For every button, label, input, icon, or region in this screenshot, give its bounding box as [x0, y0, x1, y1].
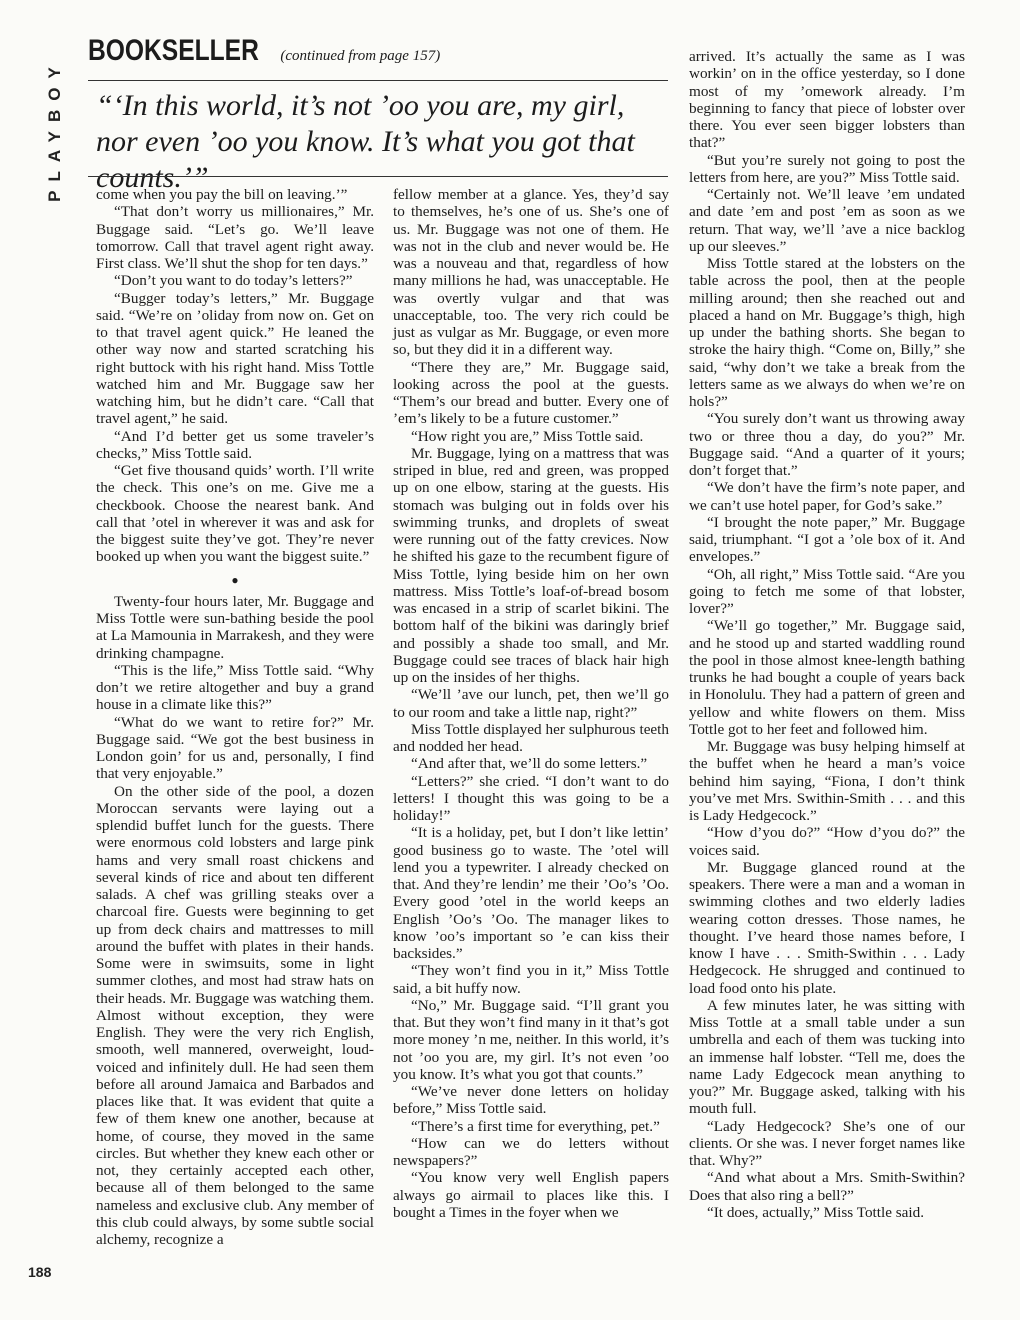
paragraph: “Oh, all right,” Miss Tottle said. “Are you going to fetch me some of that lobster, lover?” [689, 565, 965, 617]
paragraph: arrived. It’s actually the same as I was workin’ on in the office yesterday, so I done most of my ’omework already. I’m beginning to fancy that piece of lobster over there. You ever seen bigger lobsters than that?” [689, 48, 965, 152]
pull-quote: “‘In this world, it’s not ’oo you are, my girl, nor even ’oo you know. It’s what you got that counts.’” [96, 89, 635, 194]
paragraph: “We’ve never done letters on holiday before,” Miss Tottle said. [393, 1083, 669, 1118]
paragraph: “But you’re surely not going to post the letters from here, are you?” Miss Tottle said. [689, 151, 965, 186]
paragraph: “And what about a Mrs. Smith-Swithin? Does that also ring a bell?” [689, 1169, 965, 1204]
paragraph: “Lady Hedgecock? She’s one of our clients. Or she was. I never forget names like that. Why?” [689, 1117, 965, 1169]
paragraph: Mr. Buggage was busy helping himself at the buffet when he heard a man’s voice behind him saying, “Fiona, I don’t think you’ve met Mrs. Swithin-Smith . . . and this is Lady Hedgecock.” [689, 738, 965, 824]
paragraph: “Certainly not. We’ll leave ’em undated and date ’em and post ’em as soon as we return. That way, we’ll ’ave a nice backlog up our sleeves.” [689, 186, 965, 255]
paragraph: Miss Tottle stared at the lobsters on the table across the pool, then at the people milling around; then she reached out and placed a hand on Mr. Buggage’s thigh, high up under the bathing shorts. She began to stroke the hairy thigh. “Come on, Billy,” she said, “why don’t we take a break from the letters same as we always do when we’re on hols?” [689, 255, 965, 410]
paragraph: “How right you are,” Miss Tottle said. [411, 427, 644, 445]
continued-note: (continued from page 157) [280, 48, 441, 64]
paragraph: Mr. Buggage, lying on a mattress that was striped in blue, red and green, was propped up on one elbow, staring at the guests. His stomach was bulging out in folds over his swimming trunks, and droplets of sweat were running out of the fatty crevices. Now he shifted his gaze to the recumbent figure of Miss Tottle, lying beside him on her own mattress. Miss Tottle’s loaf-of-bread bosom was encased in a strip of scarlet bikini. The bottom half of the bikini was daringly brief and possibly a shade too small, and Mr. Buggage could see traces of black hair high up on the insides of her thighs. [393, 444, 669, 686]
paragraph: Miss Tottle displayed her sulphurous teeth and nodded her head. [393, 720, 669, 755]
paragraph: “We don’t have the firm’s note paper, and we can’t use hotel paper, for God’s sake.” [689, 479, 965, 514]
text-column-2 [393, 186, 669, 1221]
text-column-3 [689, 48, 965, 1221]
article-header [88, 34, 668, 68]
paragraph: “Get five thousand quids’ worth. I’ll write the check. This one’s on me. Give me a checkbook. Choose the nearest bank. And call that ’otel in wherever it was and ask for the biggest suite they’ve got. They’re never booked up when you want the biggest suite.” [96, 462, 374, 566]
paragraph: A few minutes later, he was sitting with Miss Tottle at a small table under a sun umbrella and each of them was tucking into an immense half lobster. “Tell me, does the name Lady Edgecock mean anything to you?” Mr. Buggage asked, talking with his mouth full. [689, 996, 965, 1118]
paragraph: Mr. Buggage glanced round at the speakers. There were a man and a woman in swimming clothes and two elderly ladies wearing cotton dresses. Those names, he thought. I’ve heard those names before, I know I have . . . Smith-Swithin . . . Lady Hedgecock. He shrugged and continued to load food onto his plate. [689, 858, 965, 997]
paragraph: “You know very well English papers always go airmail to places like this. I bought a Times in the foyer when we [393, 1169, 669, 1221]
paragraph: “No,” Mr. Buggage said. “I’ll grant you that. But they won’t find many in it that’s got more money ’n me, neither. In this world, it’s not ’oo you are, my girl. It’s not even ’oo you know. It’s what you got that counts.” [393, 996, 669, 1083]
paragraph: come when you pay the bill on leaving.’” [96, 186, 348, 203]
paragraph: “We’ll go together,” Mr. Buggage said, and he stood up and started waddling round the pool in those almost knee-length bathing trunks he had bought a couple of years back in Honolulu. They had a pattern of green and yellow and white flowers on them. Miss Tottle got to her feet and followed him. [689, 617, 965, 738]
paragraph: “How d’you do?” “How d’you do?” the voices said. [689, 824, 965, 859]
paragraph: “This is the life,” Miss Tottle said. “Why don’t we retire altogether and buy a grand house in a climate like this?” [96, 661, 374, 714]
paragraph: “It does, actually,” Miss Tottle said. [707, 1203, 924, 1221]
paragraph: “They won’t find you in it,” Miss Tottle said, a bit huffy now. [393, 962, 669, 997]
paragraph: “And I’d better get us some traveler’s checks,” Miss Tottle said. [96, 427, 374, 462]
paragraph: “There’s a first time for everything, pet.” [411, 1117, 660, 1135]
paragraph: “That don’t worry us millionaires,” Mr. Buggage said. “Let’s go. We’ll leave tomorrow. Call that travel agent right away. First class. We’ll shut the shop for ten days.” [96, 203, 374, 272]
page-number: 188 [28, 1264, 52, 1280]
header-rule-bottom [88, 176, 668, 177]
paragraph: “Letters?” she cried. “I don’t want to do letters! I thought this was going to be a holiday!” [393, 772, 669, 824]
paragraph: fellow member at a glance. Yes, they’d say to themselves, he’s one of us. She’s one of us. Mr. Buggage was not one of them. He was not in the club and never would be. He was a nouveau and that, regardless of how many millions he had, was unacceptable. He was overtly vulgar and that was unacceptable, too. The very rich could be just as vulgar as Mr. Buggage, or even more so, but they did it in a different way. [393, 186, 669, 359]
paragraph: “It is a holiday, pet, but I don’t like lettin’ good business go to waste. The ’otel will lend you a typewriter. I already checked on that. And they’re lendin’ me their ’Oo’s ’Oo. Every good ’otel in the world keeps an English ’Oo’s ’Oo. The manager likes to know ’oo’s important so ’e can kiss their backsides.” [393, 824, 669, 962]
paragraph: “Bugger today’s letters,” Mr. Buggage said. “We’re on ’oliday from now on. Get on to that travel agent quick.” He leaned the other way now and started scratching his right buttock with his right hand. Miss Tottle watched him and Mr. Buggage saw her watching him, but he didn’t care. “Call that travel agent,” he said. [96, 289, 374, 428]
header-rule-top [88, 80, 668, 81]
article-title: BOOKSELLER [88, 34, 259, 67]
text-column-1 [96, 186, 374, 1248]
paragraph: “Don’t you want to do today’s letters?” [114, 272, 353, 290]
paragraph: Twenty-four hours later, Mr. Buggage and Miss Tottle were sun-bathing beside the pool at La Mamounia in Marrakesh, and they were drinking champagne. [96, 592, 374, 662]
spine-label: PLAYBOY [45, 58, 64, 202]
paragraph: “What do we want to retire for?” Mr. Buggage said. “We got the best business in London goin’ for us and, personally, I find that very enjoyable.” [96, 713, 374, 783]
paragraph: “We’ll ’ave our lunch, pet, then we’ll go to our room and take a little nap, right?” [393, 686, 669, 721]
paragraph: “I brought the note paper,” Mr. Buggage said, triumphant. “I got a ’ole box of it. And envelopes.” [689, 513, 965, 566]
magazine-spine [30, 40, 80, 220]
section-break-bullet: ● [231, 572, 239, 587]
paragraph: “How can we do letters without newspapers?” [393, 1134, 669, 1169]
paragraph: “And after that, we’ll do some letters.” [411, 755, 648, 773]
paragraph: “You surely don’t want us throwing away two or three thou a day, do you?” Mr. Buggage said. “And a quarter of it yours; don’t forget that.” [689, 410, 965, 479]
paragraph: On the other side of the pool, a dozen Moroccan servants were laying out a splendid buffet lunch for the guests. There were enormous cold lobsters and large pink hams and very small roast chickens and several kinds of rice and about ten different salads. A chef was grilling steaks over a charcoal fire. Guests were beginning to get up from deck chairs and mattresses to mill around the buffet with plates in their hands. Some were in swimsuits, some in light summer clothes, and most had straw hats on their heads. Mr. Buggage was watching them. Almost without exception, they were English. They were the very rich English, smooth, well mannered, overweight, loud-voiced and infinitely dull. He had seen them before all around Jamaica and Barbados and places like that. It was evident that quite a few of them knew one another, because at home, of course, they moved in the same circles. But whether they knew each other or not, they certainly accepted each other, because all of them belonged to the same nameless and exclusive club. Any member of this club could always, by some subtle social alchemy, recognize a [96, 782, 374, 1248]
paragraph: “There they are,” Mr. Buggage said, looking across the pool at the guests. “Them’s our bread and butter. Every one of ’em’s likely to be a future customer.” [393, 358, 669, 428]
